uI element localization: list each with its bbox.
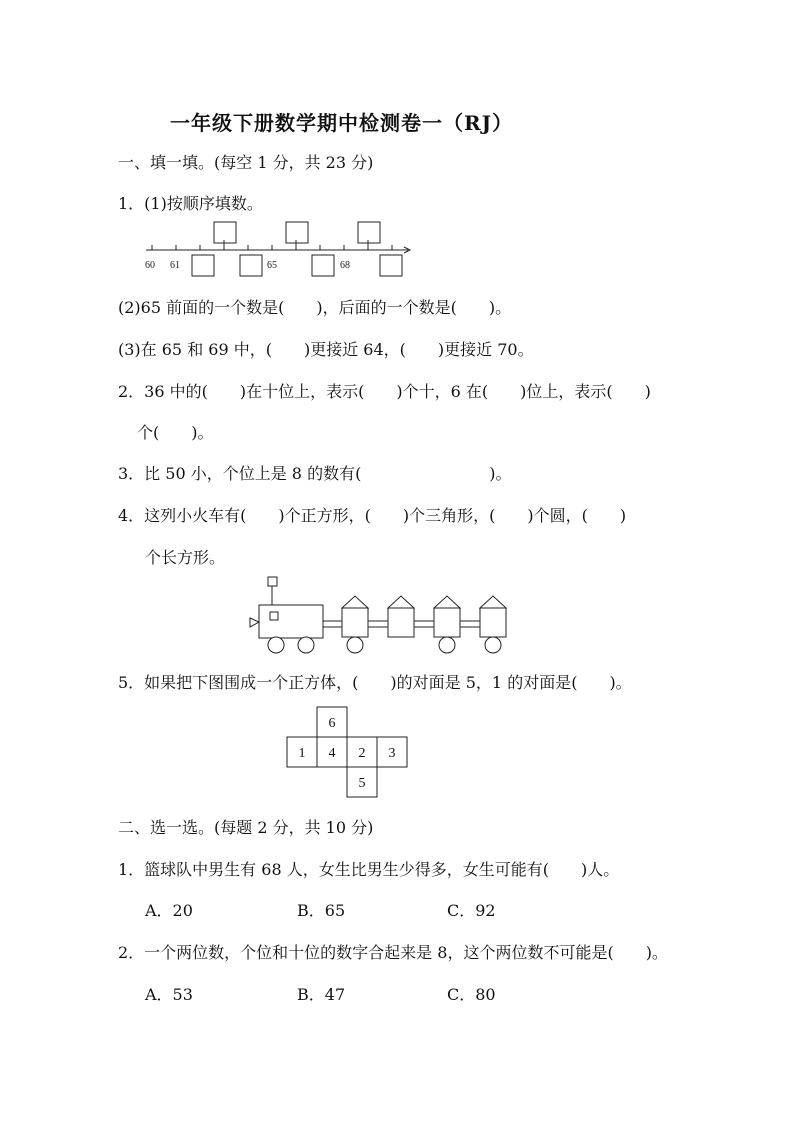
answer-box-bottom-4	[380, 255, 402, 276]
cube-label-4: 4	[328, 746, 336, 761]
mc-q2-option-b: B．47	[297, 985, 346, 1004]
number-line-figure	[140, 218, 415, 280]
question-2-line2: 个( )。	[137, 423, 214, 442]
question-5: 5．如果把下图围成一个正方体，( )的对面是 5，1 的对面是( )。	[118, 673, 632, 692]
tick-label-61: 61	[170, 260, 180, 271]
mc-q1-option-c: C．92	[447, 901, 496, 920]
mc-question-1: 1．篮球队中男生有 68 人，女生比男生少得多，女生可能有( )人。	[118, 860, 620, 879]
question-2-line1: 2．36 中的( )在十位上，表示( )个十，6 在( )位上，表示( )	[118, 382, 651, 401]
cube-label-1: 1	[298, 746, 306, 761]
question-4-line2: 个长方形。	[145, 548, 226, 567]
cube-label-3: 3	[388, 746, 396, 761]
answer-box-top-1	[214, 222, 236, 243]
tick-label-65: 65	[267, 260, 277, 271]
question-3: 3．比 50 小，个位上是 8 的数有( )。	[118, 464, 512, 483]
section2-heading: 二、选一选。(每题 2 分，共 10 分)	[118, 818, 374, 837]
mc-q1-option-b: B．65	[297, 901, 346, 920]
mc-question-2: 2．一个两位数，个位和十位的数字合起来是 8，这个两位数不可能是( )。	[118, 943, 668, 962]
cube-label-6: 6	[328, 716, 336, 731]
question-1-3: (3)在 65 和 69 中，( )更接近 64，( )更接近 70。	[118, 340, 534, 359]
tick-label-68: 68	[340, 260, 350, 271]
question-1-2: (2)65 前面的一个数是( )，后面的一个数是( )。	[118, 298, 512, 317]
question-1-1: 1．(1)按顺序填数。	[118, 194, 263, 213]
answer-box-bottom-1	[192, 255, 214, 276]
answer-box-bottom-2	[240, 255, 262, 276]
mc-q1-option-a: A．20	[145, 901, 193, 920]
section1-heading: 一、填一填。(每空 1 分，共 23 分)	[118, 153, 374, 172]
tick-label-60: 60	[145, 260, 155, 271]
page-title: 一年级下册数学期中检测卷一（RJ）	[170, 111, 514, 135]
mc-q2-option-a: A．53	[145, 985, 193, 1004]
answer-box-top-2	[286, 222, 308, 243]
mc-q2-option-c: C．80	[447, 985, 496, 1004]
answer-box-bottom-3	[312, 255, 334, 276]
question-4-line1: 4．这列小火车有( )个正方形，( )个三角形，( )个圆，( )	[118, 506, 627, 525]
cube-net-figure	[286, 705, 410, 799]
answer-box-top-3	[358, 222, 380, 243]
cube-label-5: 5	[358, 776, 366, 791]
cube-label-2: 2	[358, 746, 366, 761]
train-figure	[246, 574, 512, 654]
